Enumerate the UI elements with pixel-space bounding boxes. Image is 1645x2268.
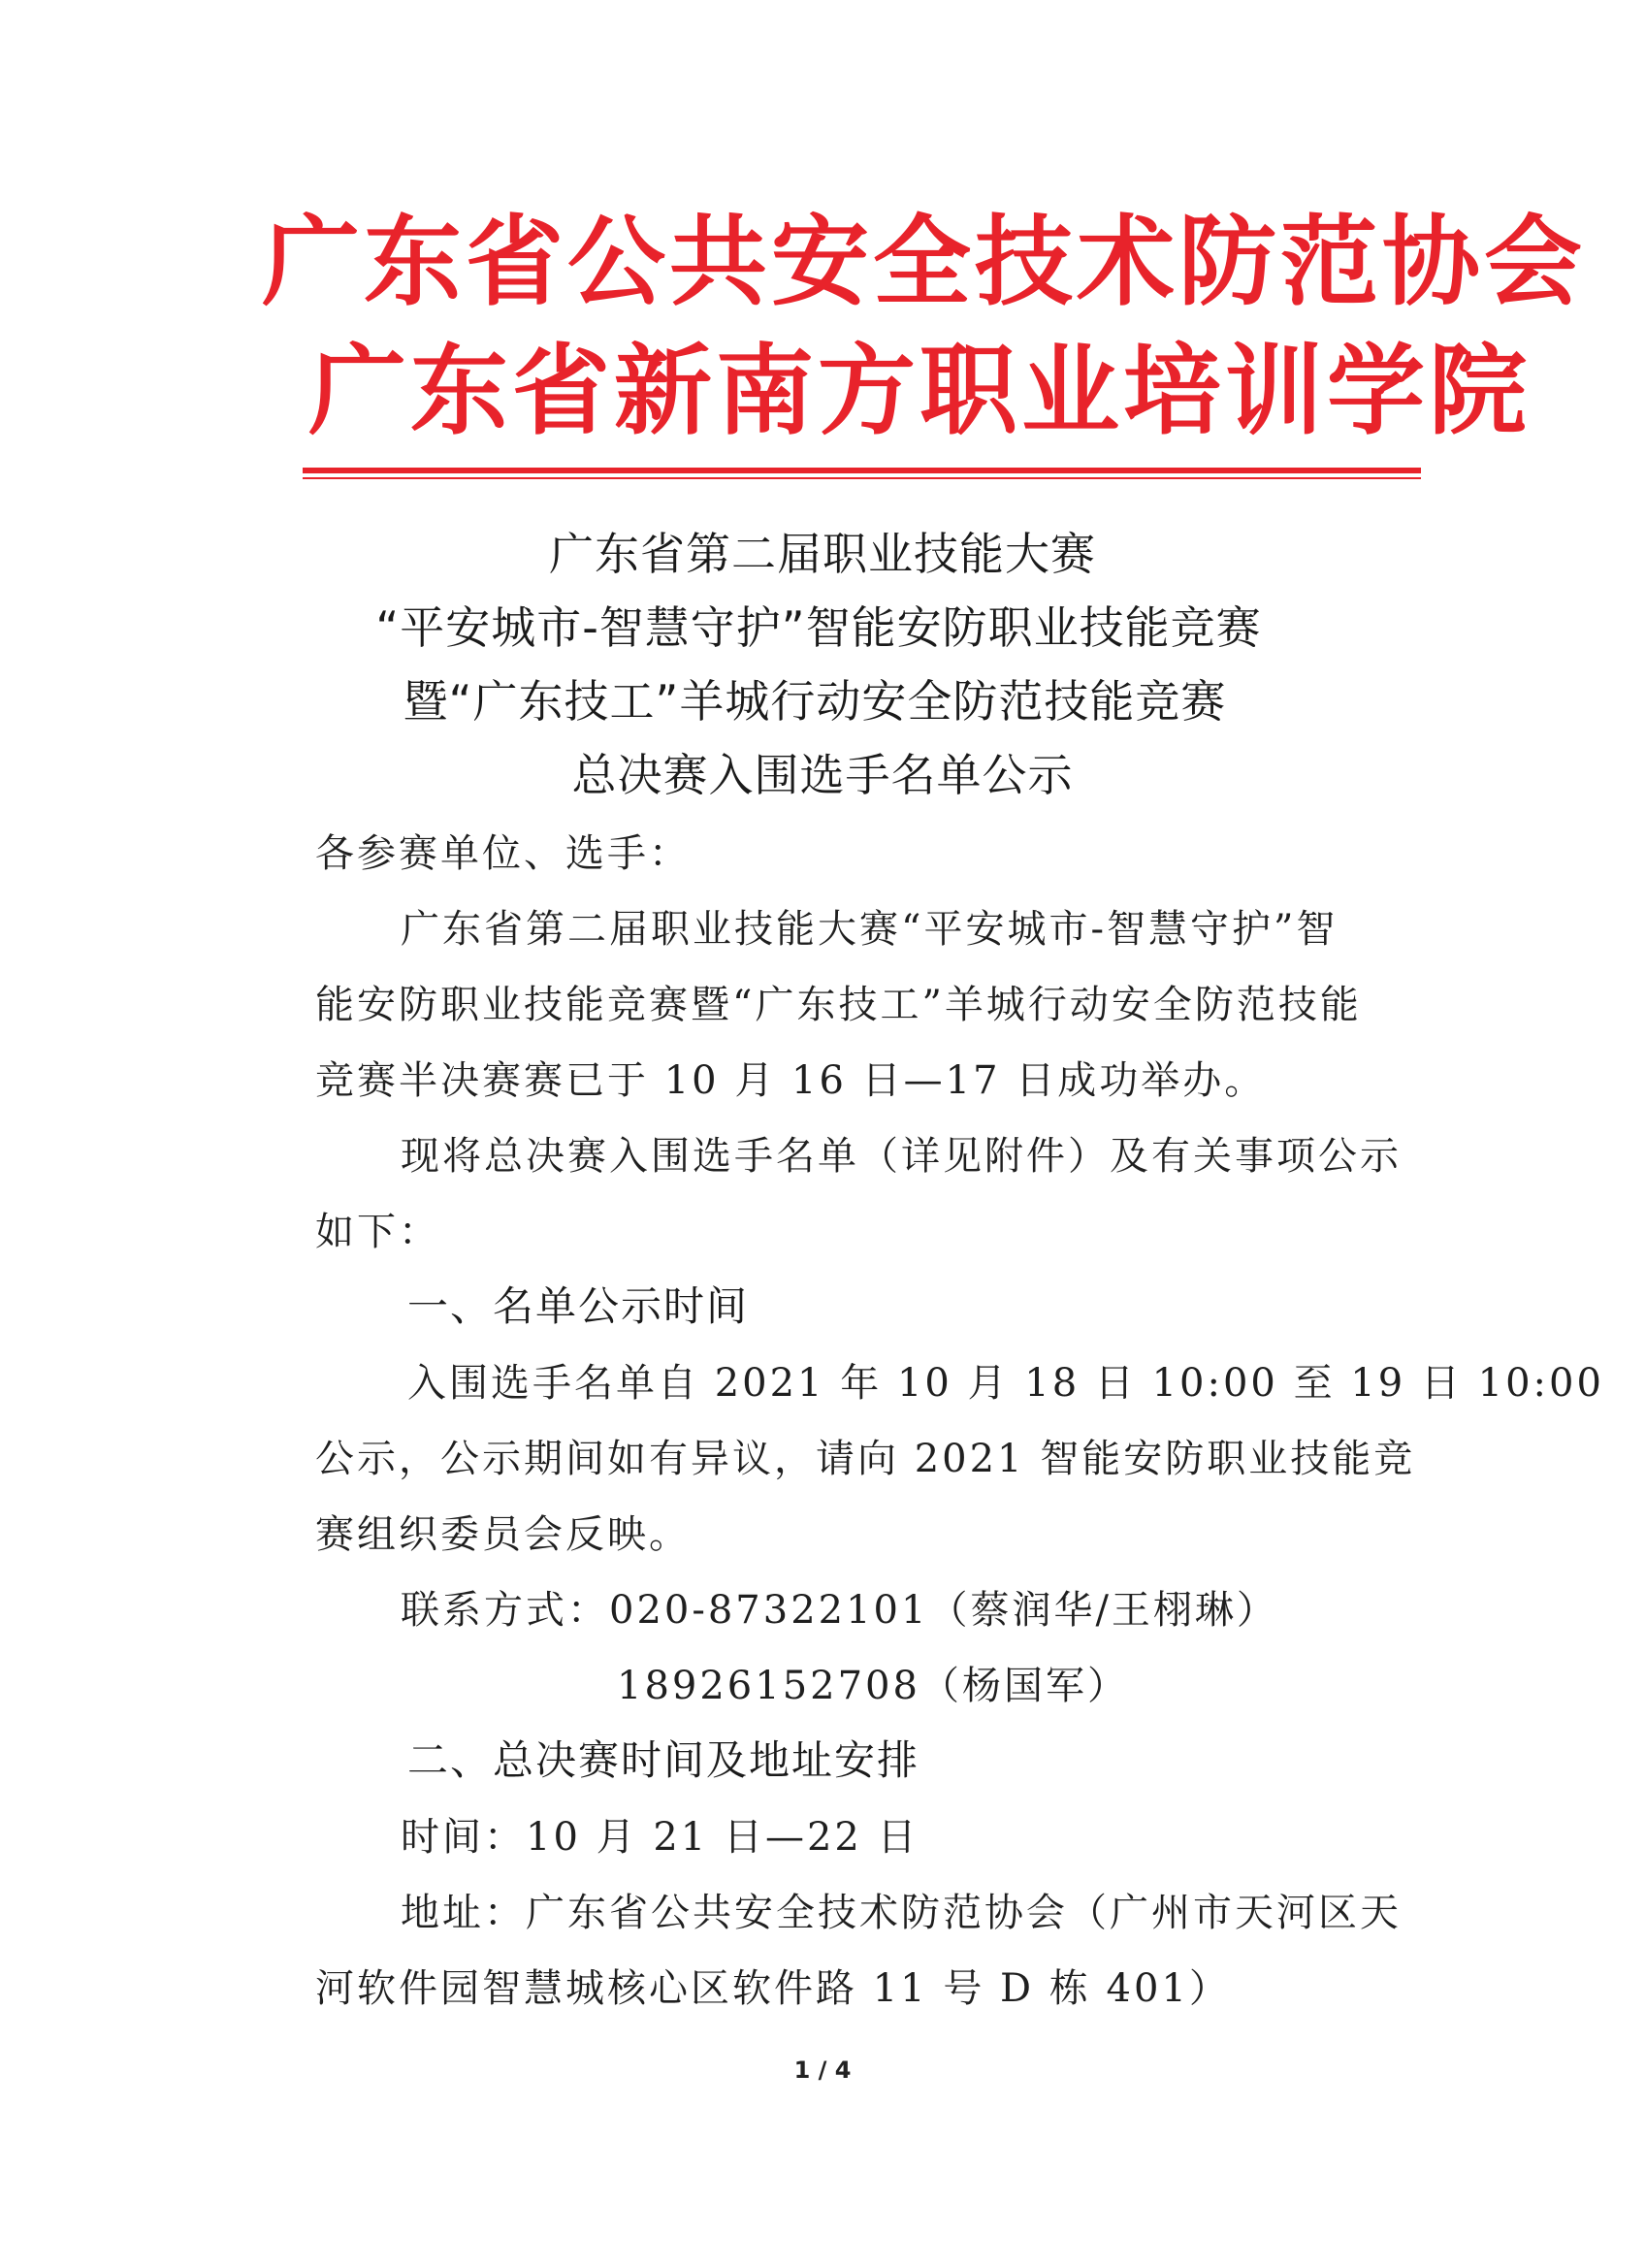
letterhead-divider-thin — [303, 477, 1421, 479]
page-number: 1 / 4 — [793, 2057, 852, 2084]
letterhead-divider-thick — [303, 468, 1421, 473]
letterhead-org2: 广东省新南方职业培训学院 — [308, 334, 1532, 448]
salutation: 各参赛单位、选手： — [315, 831, 691, 876]
address-line1: 地址：广东省公共安全技术防范协会（广州市天河区天 — [401, 1891, 1402, 1935]
time-line: 时间：10 月 21 日—22 日 — [401, 1815, 919, 1860]
section1-heading: 一、名单公示时间 — [407, 1282, 750, 1330]
section1-line1: 入围选手名单自 2021 年 10 月 18 日 10:00 至 19 日 10:00 — [407, 1361, 1604, 1406]
section2-heading: 二、总决赛时间及地址安排 — [407, 1736, 920, 1784]
paragraph1-line2: 能安防职业技能竞赛暨“广东技工”羊城行动安全防范技能 — [315, 983, 1362, 1027]
contact-line1: 联系方式：020-87322101（蔡润华/王栩琳） — [401, 1588, 1278, 1633]
paragraph1-line1: 广东省第二届职业技能大赛“平安城市-智慧守护”智 — [401, 907, 1339, 952]
notice-title-line4: 总决赛入围选手名单公示 — [571, 749, 1074, 801]
paragraph2-line2: 如下： — [315, 1210, 440, 1254]
contact-line2: 18926152708（杨国军） — [617, 1664, 1129, 1708]
address-line2: 河软件园智慧城核心区软件路 11 号 D 栋 401） — [315, 1966, 1231, 2011]
section1-line3: 赛组织委员会反映。 — [315, 1512, 691, 1557]
letterhead-org1: 广东省公共安全技术防范协会 — [262, 205, 1587, 319]
section1-line2: 公示，公示期间如有异议，请向 2021 智能安防职业技能竞 — [315, 1437, 1416, 1481]
notice-title-line1: 广东省第二届职业技能大赛 — [549, 528, 1096, 580]
notice-title-line2: “平安城市-智慧守护”智能安防职业技能竞赛 — [375, 601, 1262, 654]
notice-title-line3: 暨“广东技工”羊城行动安全防范技能竞赛 — [403, 675, 1227, 728]
paragraph2-line1: 现将总决赛入围选手名单（详见附件）及有关事项公示 — [401, 1134, 1402, 1179]
paragraph1-line3: 竞赛半决赛赛已于 10 月 16 日—17 日成功举办。 — [315, 1058, 1267, 1103]
